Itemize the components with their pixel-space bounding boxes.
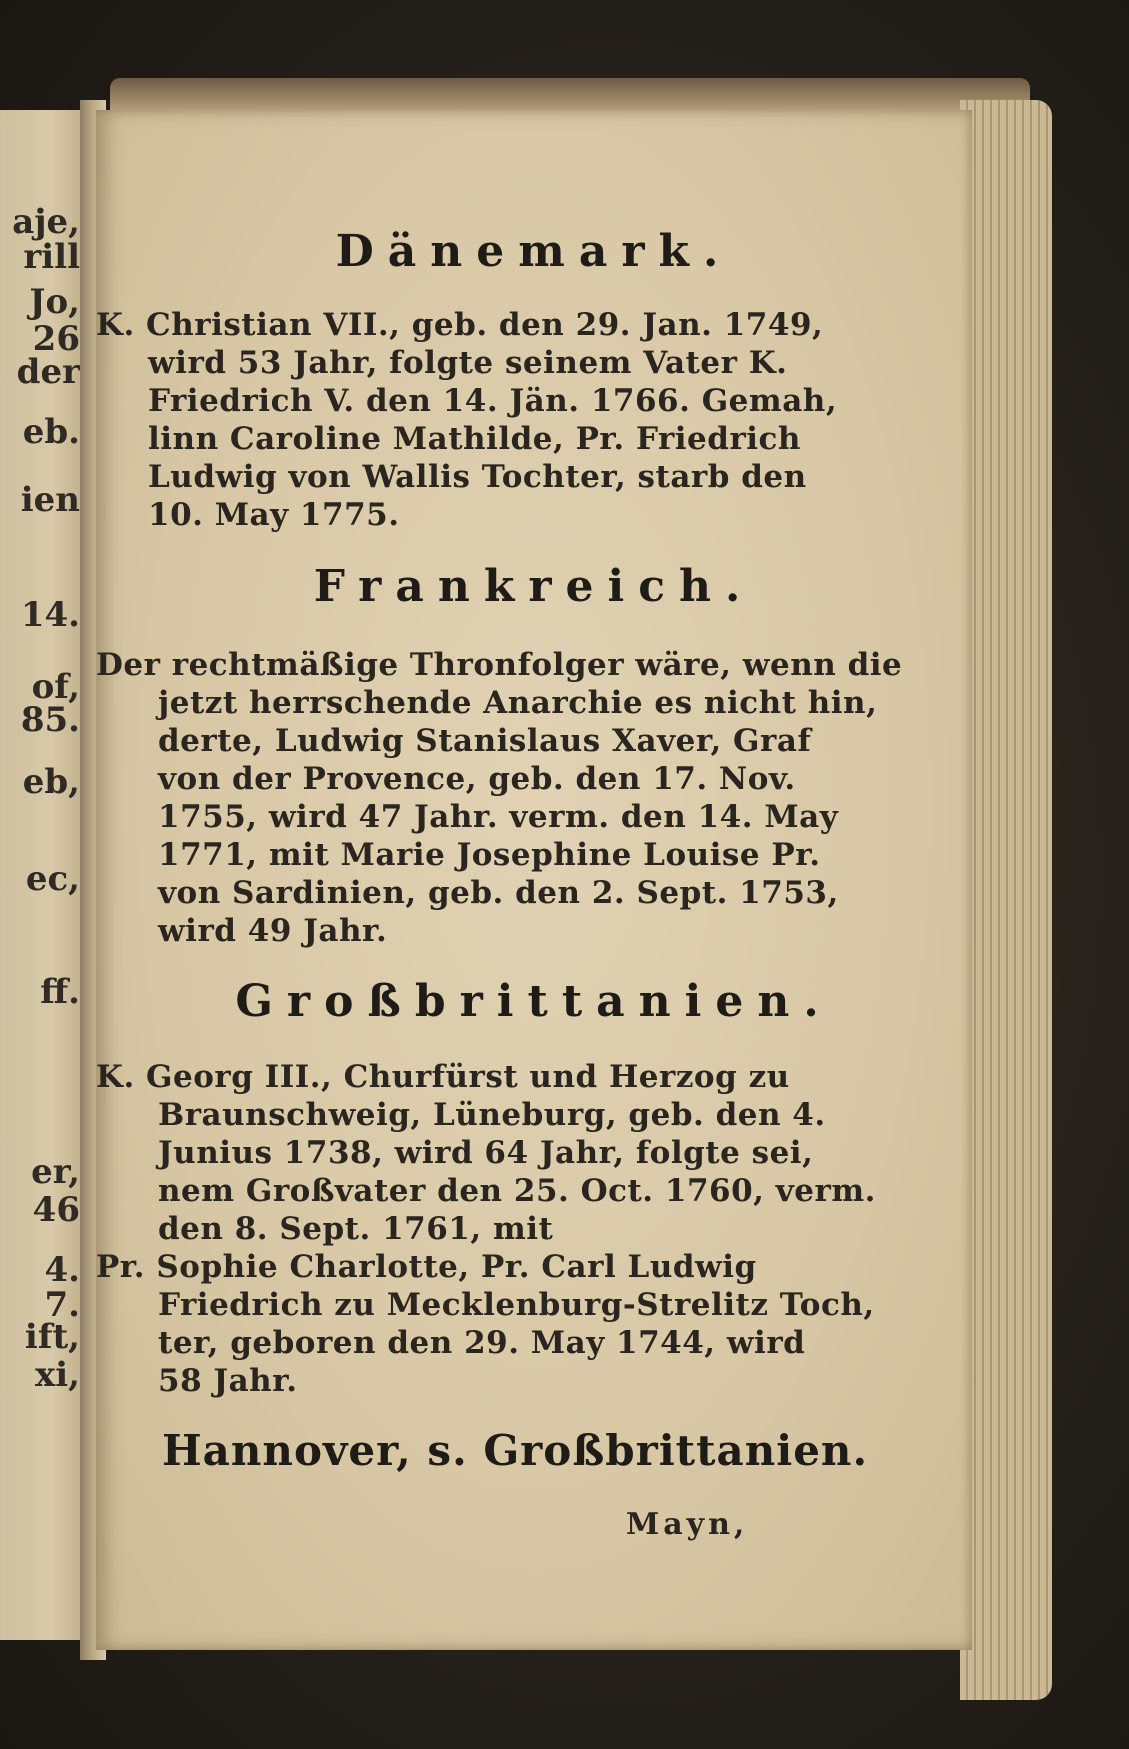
previous-page-strip [0, 110, 86, 1640]
text-line: den 8. Sept. 1761, mit [158, 1211, 554, 1247]
text-line: wird 53 Jahr, folgte seinem Vater K. [148, 345, 788, 381]
left-fragment: 4. [44, 1250, 80, 1290]
text-line: 1755, wird 47 Jahr. verm. den 14. May [158, 799, 839, 835]
page-edges [960, 100, 1052, 1700]
text-line: von Sardinien, geb. den 2. Sept. 1753, [158, 875, 839, 911]
left-fragment: aje, [12, 202, 80, 242]
cross-reference-hannover: Hannover, s. Großbrittanien. [162, 1426, 869, 1475]
section-heading-grossbrittanien: Großbrittanien. [235, 976, 833, 1027]
left-fragment: ec, [25, 859, 80, 899]
text-line: Der rechtmäßige Thronfolger wäre, wenn die [96, 647, 903, 683]
text-line: ter, geboren den 29. May 1744, wird [158, 1325, 806, 1361]
left-fragment: 7. [44, 1285, 80, 1325]
section-heading-daenemark: Dänemark. [335, 226, 733, 277]
text-line: von der Provence, geb. den 17. Nov. [158, 761, 796, 797]
text-line: 1771, mit Marie Josephine Louise Pr. [158, 837, 821, 873]
left-fragment: rill [23, 237, 80, 277]
page-text [96, 110, 972, 1650]
left-fragment: xi, [34, 1355, 80, 1395]
text-line: Junius 1738, wird 64 Jahr, folgte sei, [158, 1135, 814, 1171]
text-line: Pr. Sophie Charlotte, Pr. Carl Ludwig [96, 1249, 757, 1285]
text-line: K. Christian VII., geb. den 29. Jan. 1749, [96, 307, 824, 343]
text-line: linn Caroline Mathilde, Pr. Friedrich [148, 421, 801, 457]
text-line: Friedrich zu Mecklenburg-Strelitz Toch, [158, 1287, 875, 1323]
left-fragment: Jo, [29, 282, 80, 322]
text-line: 58 Jahr. [158, 1363, 298, 1399]
text-line: wird 49 Jahr. [158, 913, 388, 949]
left-fragment: 46 [32, 1190, 80, 1230]
left-fragment: 85. [20, 700, 80, 740]
text-line: jetzt herrschende Anarchie es nicht hin, [158, 685, 878, 721]
left-fragment: der [16, 352, 80, 392]
left-fragment: 26 [32, 319, 80, 359]
left-fragment: eb, [22, 762, 80, 802]
left-fragment: 14. [20, 595, 80, 635]
book-page [96, 110, 972, 1650]
text-line: 10. May 1775. [148, 497, 400, 533]
left-fragment: eb. [22, 412, 80, 452]
catchword: Mayn, [626, 1507, 749, 1542]
text-line: Ludwig von Wallis Tochter, starb den [148, 459, 807, 495]
text-line: K. Georg III., Churfürst und Herzog zu [96, 1059, 790, 1095]
section-heading-frankreich: Frankreich. [313, 561, 755, 612]
text-line: derte, Ludwig Stanislaus Xaver, Graf [158, 723, 812, 759]
left-fragment: er, [31, 1152, 80, 1192]
text-line: Braunschweig, Lüneburg, geb. den 4. [158, 1097, 826, 1133]
text-line: Friedrich V. den 14. Jän. 1766. Gemah, [148, 383, 838, 419]
left-fragment: ift, [24, 1317, 80, 1357]
text-line: nem Großvater den 25. Oct. 1760, verm. [158, 1173, 876, 1209]
left-fragment: of, [31, 667, 80, 707]
left-fragment: ien [20, 480, 80, 520]
left-fragment: ff. [40, 972, 80, 1012]
